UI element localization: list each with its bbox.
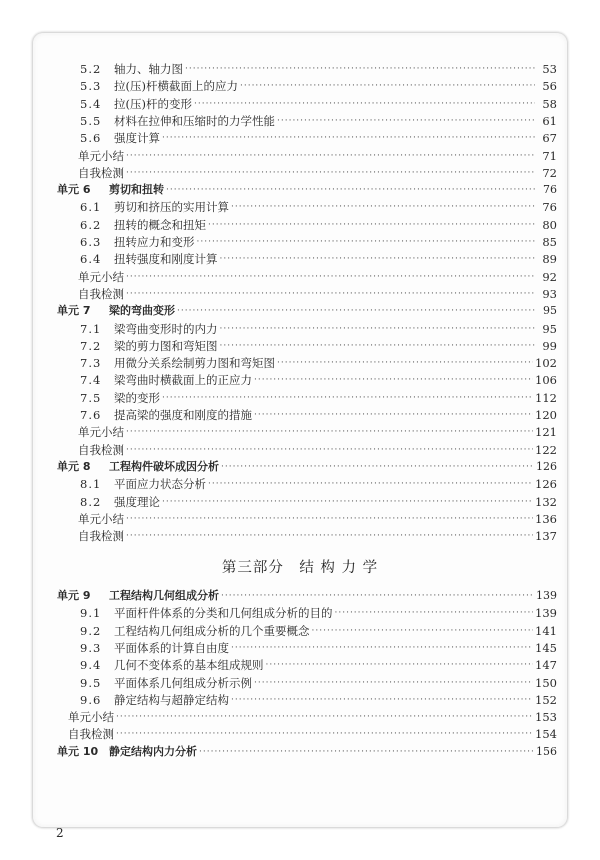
toc-section-entry (80, 606, 557, 620)
toc-entry-page: 56 (542, 79, 557, 94)
toc-entry-title: 扭转的概念和扭矩 (114, 217, 206, 232)
toc-entry-title: 梁的弯曲变形 (109, 304, 175, 318)
toc-entry-page: 67 (542, 131, 557, 146)
toc-entry-page: 152 (535, 692, 557, 707)
toc-section-entry (80, 356, 557, 370)
toc-entry-title: 几何不变体系的基本组成规则 (114, 658, 264, 673)
toc-section-entry (80, 373, 557, 387)
toc-section-entry (80, 658, 557, 672)
toc-entry-title: 自我检测 (78, 286, 124, 301)
toc-entry-number: 7.3 (80, 356, 102, 371)
toc-section-entry (80, 62, 557, 76)
toc-entry-page: 121 (535, 425, 557, 440)
toc-entry-page: 120 (535, 408, 557, 422)
toc-section-entry (80, 114, 557, 128)
dot-leader (126, 530, 533, 542)
dot-leader (335, 607, 534, 619)
toc-entry-title: 拉(压)杆的变形 (114, 96, 192, 111)
toc-entry-page: 71 (542, 148, 557, 163)
toc-entry-title: 自我检测 (78, 165, 124, 180)
toc-summary-entry (78, 287, 557, 301)
toc-entry-title: 强度计算 (114, 131, 160, 146)
dot-leader (221, 590, 534, 602)
toc-entry-page: 53 (542, 62, 557, 76)
toc-entry-page: 95 (543, 304, 557, 318)
dot-leader (312, 625, 534, 637)
toc-entry-page: 89 (542, 252, 557, 267)
toc-entry-page: 99 (542, 338, 557, 353)
dot-leader (240, 80, 535, 92)
toc-section-entry (80, 477, 557, 491)
page-number: 2 (56, 826, 64, 840)
toc-entry-number: 5.2 (80, 62, 102, 76)
toc-entry-number: 单元 10 (57, 744, 99, 758)
toc-entry-page: 132 (535, 494, 557, 509)
dot-leader (166, 184, 535, 196)
dot-leader (231, 642, 533, 654)
toc-entry-page: 141 (535, 623, 557, 638)
toc-entry-number: 8.1 (80, 477, 102, 492)
toc-entry-title: 工程结构几何组成分析的几个重要概念 (114, 623, 310, 638)
toc-entry-title: 平面应力状态分析 (114, 477, 206, 492)
toc-entry-title: 单元小结 (78, 148, 124, 163)
toc-entry-title: 扭转应力和变形 (114, 235, 195, 249)
toc-summary-entry (78, 512, 557, 526)
toc-summary-entry (78, 529, 557, 543)
toc-entry-title: 工程结构几何组成分析 (109, 589, 219, 602)
dot-leader (126, 271, 535, 283)
toc-section-entry (80, 495, 557, 509)
dot-leader (162, 392, 533, 404)
dot-leader (208, 478, 533, 490)
toc-summary-entry (78, 443, 557, 457)
toc-section-entry (80, 339, 557, 353)
toc-section-entry (80, 408, 557, 422)
toc-entry-number: 9.6 (80, 692, 102, 707)
toc-entry-number: 7.2 (80, 338, 102, 353)
dot-leader (116, 711, 533, 723)
toc-section-entry (80, 97, 557, 111)
toc-entry-title: 静定结构内力分析 (109, 744, 197, 758)
toc-entry-title: 扭转强度和刚度计算 (114, 252, 218, 267)
toc-section-entry (80, 131, 557, 145)
toc-entry-number: 单元 6 (57, 183, 91, 197)
dot-leader (208, 219, 535, 231)
dot-leader (199, 746, 534, 758)
toc-entry-title: 单元小结 (68, 710, 114, 725)
dot-leader (194, 98, 535, 110)
toc-entry-page: 156 (536, 744, 557, 758)
dot-leader (185, 63, 535, 75)
toc-section-entry (80, 391, 557, 405)
dot-leader (220, 253, 536, 265)
toc-entry-page: 112 (535, 390, 557, 405)
toc-entry-title: 梁的剪力图和弯矩图 (114, 338, 218, 353)
toc-unit-entry (57, 745, 557, 759)
toc-entry-title: 剪切和扭转 (109, 183, 164, 197)
dot-leader (126, 167, 535, 179)
toc-entry-page: 126 (536, 459, 557, 473)
toc-section-entry (80, 200, 557, 214)
toc-entry-page: 72 (542, 165, 557, 180)
dot-leader (220, 340, 536, 352)
toc-entry-page: 102 (535, 356, 557, 371)
toc-entry-title: 剪切和挤压的实用计算 (114, 200, 229, 215)
toc-entry-number: 7.4 (80, 373, 102, 388)
dot-leader (277, 357, 533, 369)
toc-entry-title: 平面杆件体系的分类和几何组成分析的目的 (114, 606, 333, 621)
toc-summary-entry (78, 270, 557, 284)
toc-entry-number: 9.2 (80, 623, 102, 638)
dot-leader (162, 496, 533, 508)
toc-entry-title: 梁弯曲变形时的内力 (114, 321, 218, 336)
dot-leader (220, 323, 536, 335)
toc-entry-page: 76 (542, 200, 557, 215)
toc-summary-entry (78, 425, 557, 439)
toc-section-entry (80, 641, 557, 655)
toc-entry-number: 6.1 (80, 200, 102, 215)
toc-unit-entry (57, 183, 557, 197)
toc-entry-title: 单元小结 (78, 269, 124, 284)
toc-entry-page: 95 (542, 321, 557, 336)
toc-entry-page: 147 (535, 658, 557, 673)
toc-entry-page: 92 (542, 269, 557, 284)
toc-entry-number: 5.6 (80, 131, 102, 146)
toc-entry-number: 9.5 (80, 675, 102, 690)
dot-leader (277, 115, 535, 127)
toc-unit-entry (57, 589, 557, 603)
toc-section-entry (80, 235, 557, 249)
dot-leader (231, 201, 535, 213)
toc-summary-entry (78, 149, 557, 163)
toc-entry-number: 6.3 (80, 235, 102, 249)
toc-entry-title: 工程构件破坏成因分析 (109, 459, 219, 473)
dot-leader (116, 728, 533, 740)
toc-entry-title: 提高梁的强度和刚度的措施 (114, 408, 252, 422)
toc-summary-entry (68, 710, 557, 724)
toc-entry-page: 106 (535, 373, 557, 388)
toc-entry-number: 9.1 (80, 606, 102, 621)
toc-entry-title: 静定结构与超静定结构 (114, 692, 229, 707)
toc-entry-title: 自我检测 (78, 529, 124, 544)
dot-leader (197, 236, 536, 248)
toc-entry-title: 拉(压)杆横截面上的应力 (114, 79, 238, 94)
dot-leader (254, 409, 533, 421)
toc-entry-page: 154 (535, 727, 557, 742)
dot-leader (126, 150, 535, 162)
toc-entry-page: 136 (535, 511, 557, 526)
toc-entry-number: 单元 9 (57, 589, 91, 602)
toc-entry-number: 5.3 (80, 79, 102, 94)
dot-leader (221, 461, 534, 473)
dot-leader (126, 513, 533, 525)
dot-leader (126, 444, 533, 456)
part-heading: 第三部分 结 构 力 学 (221, 560, 379, 576)
toc-entry-title: 轴力、轴力图 (114, 62, 183, 76)
toc-section-entry (80, 676, 557, 690)
toc-entry-page: 58 (542, 96, 557, 111)
toc-entry-number: 6.2 (80, 217, 102, 232)
toc-section-entry (80, 322, 557, 336)
book-page (33, 33, 567, 827)
dot-leader (162, 132, 535, 144)
toc-entry-page: 122 (535, 442, 557, 457)
toc-entry-title: 梁的变形 (114, 390, 160, 405)
toc-entry-title: 单元小结 (78, 511, 124, 526)
toc-entry-page: 150 (535, 675, 557, 690)
toc-entry-title: 平面体系几何组成分析示例 (114, 675, 252, 690)
toc-entry-page: 139 (536, 589, 557, 602)
toc-section-entry (80, 252, 557, 266)
toc-entry-title: 自我检测 (78, 442, 124, 457)
toc-entry-title: 单元小结 (78, 425, 124, 440)
dot-leader (231, 694, 533, 706)
toc-entry-title: 自我检测 (68, 727, 114, 742)
toc-entry-page: 145 (535, 640, 557, 655)
toc-entry-page: 153 (535, 710, 557, 725)
toc-unit-entry (57, 460, 557, 474)
toc-entry-title: 强度理论 (114, 494, 160, 509)
toc-entry-title: 材料在拉伸和压缩时的力学性能 (114, 113, 275, 128)
dot-leader (266, 659, 534, 671)
toc-entry-title: 梁弯曲时横截面上的正应力 (114, 373, 252, 388)
toc-entry-page: 137 (535, 529, 557, 544)
toc-section-entry (80, 693, 557, 707)
toc-entry-number: 7.5 (80, 390, 102, 405)
toc-entry-page: 139 (535, 606, 557, 621)
dot-leader (177, 305, 535, 317)
toc-unit-entry (57, 304, 557, 318)
toc-entry-number: 5.5 (80, 113, 102, 128)
toc-section-entry (80, 218, 557, 232)
toc-entry-number: 7.6 (80, 408, 102, 422)
toc-entry-number: 单元 7 (57, 304, 91, 318)
dot-leader (126, 288, 535, 300)
toc-section-entry (80, 624, 557, 638)
toc-entry-number: 6.4 (80, 252, 102, 267)
toc-entry-number: 8.2 (80, 494, 102, 509)
toc-entry-number: 5.4 (80, 96, 102, 111)
toc-entry-number: 9.3 (80, 640, 102, 655)
toc-entry-page: 85 (542, 235, 557, 249)
toc-summary-entry (68, 727, 557, 741)
toc-entry-title: 平面体系的计算自由度 (114, 640, 229, 655)
toc-entry-title: 用微分关系绘制剪力图和弯矩图 (114, 356, 275, 371)
toc-entry-number: 单元 8 (57, 459, 91, 473)
toc-entry-page: 76 (543, 183, 557, 197)
toc-entry-page: 93 (542, 286, 557, 301)
toc-entry-page: 126 (535, 477, 557, 492)
dot-leader (254, 374, 533, 386)
dot-leader (254, 677, 533, 689)
toc-summary-entry (78, 166, 557, 180)
toc-entry-page: 61 (542, 113, 557, 128)
toc-section-entry (80, 79, 557, 93)
dot-leader (126, 426, 533, 438)
toc-entry-number: 7.1 (80, 321, 102, 336)
toc-entry-number: 9.4 (80, 658, 102, 673)
toc-entry-page: 80 (542, 217, 557, 232)
